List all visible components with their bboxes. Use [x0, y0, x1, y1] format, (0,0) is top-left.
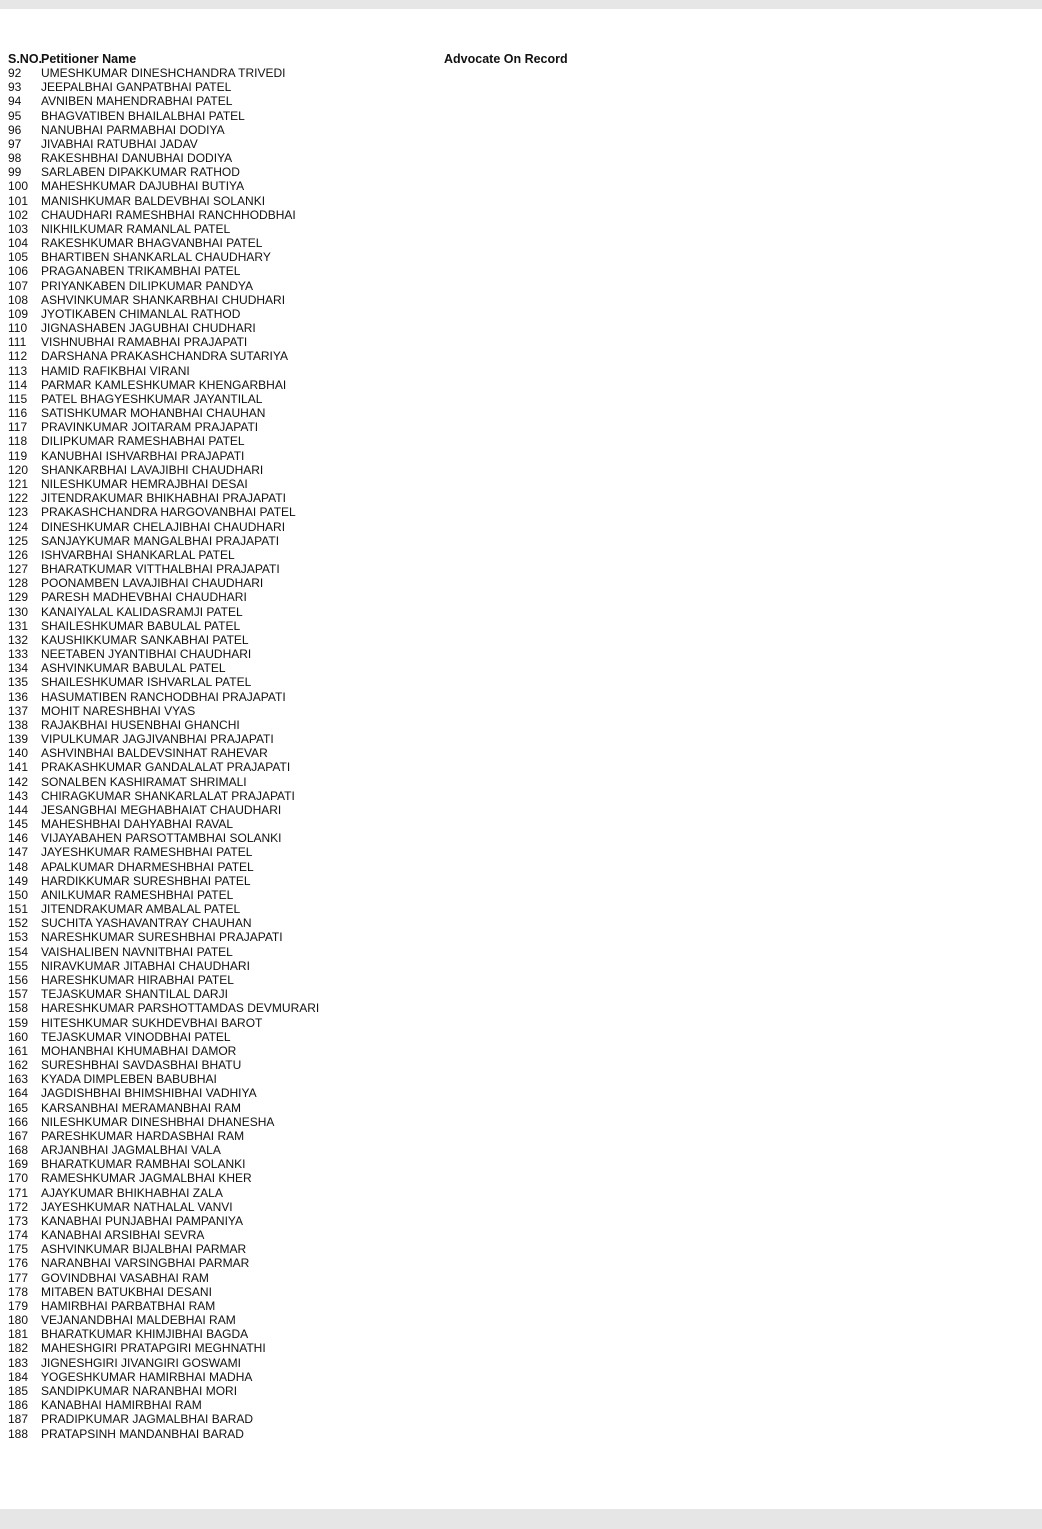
table-row — [8, 151, 608, 165]
row-petitioner-name: JEEPALBHAI GANPATBHAI PATEL — [41, 80, 232, 95]
row-sno: 110 — [8, 321, 28, 336]
row-petitioner-name: HARESHKUMAR PARSHOTTAMDAS DEVMURARI — [41, 1001, 320, 1016]
row-petitioner-name: BHARATKUMAR KHIMJIBHAI BAGDA — [41, 1327, 249, 1342]
table-row — [8, 1299, 608, 1313]
row-petitioner-name: JAYESHKUMAR RAMESHBHAI PATEL — [41, 845, 253, 860]
row-petitioner-name: PARMAR KAMLESHKUMAR KHENGARBHAI — [41, 377, 287, 392]
table-row — [8, 1016, 608, 1030]
row-petitioner-name: POONAMBEN LAVAJIBHAI CHAUDHARI — [41, 576, 264, 591]
row-petitioner-name: KYADA DIMPLEBEN BABUBHAI — [41, 1072, 217, 1087]
row-sno: 166 — [8, 1114, 29, 1129]
row-sno: 127 — [8, 562, 29, 577]
row-sno: 188 — [8, 1426, 29, 1441]
row-sno: 157 — [8, 987, 29, 1002]
row-sno: 137 — [8, 703, 29, 718]
row-sno: 185 — [8, 1383, 29, 1398]
row-sno: 132 — [8, 632, 29, 647]
row-sno: 181 — [8, 1327, 29, 1342]
row-sno: 130 — [8, 604, 29, 619]
row-petitioner-name: SUCHITA YASHAVANTRAY CHAUHAN — [41, 916, 252, 931]
row-sno: 95 — [8, 108, 22, 123]
row-sno: 149 — [8, 873, 29, 888]
row-sno: 136 — [8, 689, 29, 704]
row-sno: 140 — [8, 746, 29, 761]
row-petitioner-name: SURESHBHAI SAVDASBHAI BHATU — [41, 1058, 242, 1073]
table-row — [8, 760, 608, 774]
row-petitioner-name: VISHNUBHAI RAMABHAI PRAJAPATI — [41, 335, 248, 350]
table-row — [8, 562, 608, 576]
row-sno: 169 — [8, 1157, 29, 1172]
row-sno: 139 — [8, 732, 29, 747]
table-header — [8, 52, 1008, 66]
row-petitioner-name: ISHVARBHAI SHANKARLAL PATEL — [41, 547, 235, 562]
row-sno: 187 — [8, 1412, 29, 1427]
table-row — [8, 1427, 608, 1441]
table-row — [8, 208, 608, 222]
row-sno: 116 — [8, 406, 28, 421]
row-petitioner-name: MOHANBHAI KHUMABHAI DAMOR — [41, 1043, 237, 1058]
row-petitioner-name: SHANKARBHAI LAVAJIBHI CHAUDHARI — [41, 462, 264, 477]
row-petitioner-name: HARESHKUMAR HIRABHAI PATEL — [41, 973, 234, 987]
table-row — [8, 194, 608, 208]
row-petitioner-name: DINESHKUMAR CHELAJIBHAI CHAUDHARI — [41, 519, 286, 534]
row-petitioner-name: RAKESHBHAI DANUBHAI DODIYA — [41, 151, 233, 166]
table-row — [8, 576, 608, 590]
row-sno: 105 — [8, 250, 29, 265]
row-sno: 147 — [8, 845, 29, 860]
row-sno: 182 — [8, 1341, 29, 1356]
row-petitioner-name: SATISHKUMAR MOHANBHAI CHAUHAN — [41, 406, 266, 421]
row-petitioner-name: KANABHAI HAMIRBHAI RAM — [41, 1398, 202, 1413]
row-petitioner-name: HAMID RAFIKBHAI VIRANI — [41, 363, 190, 378]
table-row — [8, 279, 608, 293]
table-row — [8, 1157, 608, 1171]
row-sno: 183 — [8, 1355, 29, 1370]
table-row — [8, 80, 608, 94]
table-row — [8, 1384, 608, 1398]
table-row — [8, 66, 608, 80]
row-sno: 111 — [8, 335, 27, 350]
row-petitioner-name: JIGNASHABEN JAGUBHAI CHUDHARI — [41, 321, 256, 336]
row-petitioner-name: PRAGANABEN TRIKAMBHAI PATEL — [41, 264, 241, 279]
row-sno: 172 — [8, 1199, 29, 1214]
row-sno: 154 — [8, 944, 29, 959]
table-row — [8, 590, 608, 604]
table-row — [8, 1228, 608, 1242]
row-petitioner-name: ASHVINBHAI BALDEVSINHAT RAHEVAR — [41, 746, 268, 761]
row-sno: 142 — [8, 774, 29, 789]
table-row — [8, 321, 608, 335]
header-sno: S.NO. — [8, 52, 43, 66]
row-petitioner-name: NIRAVKUMAR JITABHAI CHAUDHARI — [41, 958, 250, 973]
row-sno: 162 — [8, 1058, 29, 1073]
row-petitioner-name: SANDIPKUMAR NARANBHAI MORI — [41, 1383, 238, 1398]
row-petitioner-name: PRAVINKUMAR JOITARAM PRAJAPATI — [41, 420, 259, 435]
table-row — [8, 1356, 608, 1370]
table-row — [8, 137, 608, 151]
table-row — [8, 1072, 608, 1086]
row-sno: 98 — [8, 151, 22, 166]
row-petitioner-name: NILESHKUMAR DINESHBHAI DHANESHA — [41, 1114, 275, 1129]
table-row — [8, 661, 608, 675]
row-sno: 186 — [8, 1398, 29, 1413]
row-petitioner-name: HASUMATIBEN RANCHODBHAI PRAJAPATI — [41, 689, 286, 704]
row-petitioner-name: BHARATKUMAR RAMBHAI SOLANKI — [41, 1157, 246, 1172]
header-advocate-on-record: Advocate On Record — [444, 52, 568, 66]
row-sno: 177 — [8, 1270, 29, 1285]
row-sno: 115 — [8, 391, 28, 406]
table-row — [8, 817, 608, 831]
table-row — [8, 505, 608, 519]
row-sno: 123 — [8, 505, 29, 520]
table-row — [8, 888, 608, 902]
row-sno: 121 — [8, 476, 29, 491]
table-row — [8, 123, 608, 137]
row-sno: 138 — [8, 717, 29, 732]
row-sno: 102 — [8, 207, 29, 222]
row-petitioner-name: JIGNESHGIRI JIVANGIRI GOSWAMI — [41, 1355, 242, 1370]
row-petitioner-name: NARANBHAI VARSINGBHAI PARMAR — [41, 1256, 250, 1271]
row-petitioner-name: HARDIKKUMAR SURESHBHAI PATEL — [41, 873, 251, 888]
row-sno: 106 — [8, 264, 29, 279]
row-sno: 113 — [8, 363, 28, 378]
table-row — [8, 803, 608, 817]
row-petitioner-name: PARESH MADHEVBHAI CHAUDHARI — [41, 590, 247, 605]
row-petitioner-name: MAHESHKUMAR DAJUBHAI BUTIYA — [41, 179, 245, 194]
row-sno: 117 — [8, 420, 28, 435]
row-petitioner-name: PRAKASHKUMAR GANDALALAT PRAJAPATI — [41, 760, 291, 775]
row-sno: 171 — [8, 1185, 29, 1200]
row-petitioner-name: AJAYKUMAR BHIKHABHAI ZALA — [41, 1185, 223, 1200]
row-petitioner-name: HITESHKUMAR SUKHDEVBHAI BAROT — [41, 1015, 263, 1030]
row-sno: 148 — [8, 859, 29, 874]
row-sno: 119 — [8, 448, 28, 463]
row-petitioner-name: NILESHKUMAR HEMRAJBHAI DESAI — [41, 476, 248, 491]
table-row — [8, 1001, 608, 1015]
header-petitioner-name: Petitioner Name — [41, 52, 137, 66]
row-sno: 184 — [8, 1369, 29, 1384]
row-petitioner-name: ASHVINKUMAR SHANKARBHAI CHUDHARI — [41, 292, 286, 307]
row-sno: 165 — [8, 1100, 29, 1115]
table-row — [8, 1058, 608, 1072]
table-row — [8, 1256, 608, 1270]
row-petitioner-name: NIKHILKUMAR RAMANLAL PATEL — [41, 221, 231, 236]
table-row — [8, 434, 608, 448]
row-sno: 156 — [8, 973, 29, 987]
table-row — [8, 1313, 608, 1327]
row-sno: 144 — [8, 802, 29, 817]
row-petitioner-name: MANISHKUMAR BALDEVBHAI SOLANKI — [41, 193, 266, 208]
row-sno: 158 — [8, 1001, 29, 1016]
row-sno: 126 — [8, 547, 29, 562]
row-sno: 152 — [8, 916, 29, 931]
row-petitioner-name: SHAILESHKUMAR ISHVARLAL PATEL — [41, 675, 252, 690]
table-row — [8, 987, 608, 1001]
table-row — [8, 718, 608, 732]
row-petitioner-name: UMESHKUMAR DINESHCHANDRA TRIVEDI — [41, 66, 286, 80]
row-petitioner-name: ARJANBHAI JAGMALBHAI VALA — [41, 1143, 221, 1158]
table-row — [8, 364, 608, 378]
viewer-bottom-strip — [0, 1509, 1042, 1529]
row-petitioner-name: PRATAPSINH MANDANBHAI BARAD — [41, 1426, 244, 1441]
row-sno: 100 — [8, 179, 29, 194]
table-row — [8, 902, 608, 916]
table-row — [8, 647, 608, 661]
petitioner-list — [8, 66, 608, 1441]
row-petitioner-name: NANUBHAI PARMABHAI DODIYA — [41, 122, 225, 137]
row-petitioner-name: RAMESHKUMAR JAGMALBHAI KHER — [41, 1171, 252, 1186]
table-row — [8, 704, 608, 718]
table-row — [8, 675, 608, 689]
table-row — [8, 250, 608, 264]
row-sno: 99 — [8, 165, 22, 180]
row-sno: 108 — [8, 292, 29, 307]
row-sno: 159 — [8, 1015, 29, 1030]
row-petitioner-name: BHARATKUMAR VITTHALBHAI PRAJAPATI — [41, 562, 280, 577]
row-sno: 161 — [8, 1043, 29, 1058]
table-row — [8, 520, 608, 534]
table-row — [8, 633, 608, 647]
row-petitioner-name: KANAIYALAL KALIDASRAMJI PATEL — [41, 604, 243, 619]
row-petitioner-name: BHARTIBEN SHANKARLAL CHAUDHARY — [41, 250, 271, 265]
table-row — [8, 378, 608, 392]
row-petitioner-name: JYOTIKABEN CHIMANLAL RATHOD — [41, 306, 241, 321]
row-petitioner-name: JAYESHKUMAR NATHALAL VANVI — [41, 1199, 233, 1214]
row-sno: 94 — [8, 94, 22, 109]
table-row — [8, 1200, 608, 1214]
row-petitioner-name: MOHIT NARESHBHAI VYAS — [41, 703, 196, 718]
row-petitioner-name: VIPULKUMAR JAGJIVANBHAI PRAJAPATI — [41, 732, 274, 747]
row-petitioner-name: KANUBHAI ISHVARBHAI PRAJAPATI — [41, 448, 245, 463]
table-row — [8, 109, 608, 123]
table-row — [8, 1285, 608, 1299]
row-petitioner-name: JITENDRAKUMAR AMBALAL PATEL — [41, 902, 241, 917]
row-sno: 167 — [8, 1128, 29, 1143]
row-sno: 97 — [8, 136, 22, 151]
row-petitioner-name: RAJAKBHAI HUSENBHAI GHANCHI — [41, 717, 240, 732]
row-petitioner-name: KANABHAI PUNJABHAI PAMPANIYA — [41, 1213, 244, 1228]
table-row — [8, 1370, 608, 1384]
row-petitioner-name: ANILKUMAR RAMESHBHAI PATEL — [41, 887, 234, 902]
table-row — [8, 335, 608, 349]
row-petitioner-name: PARESHKUMAR HARDASBHAI RAM — [41, 1128, 245, 1143]
table-row — [8, 293, 608, 307]
row-petitioner-name: PATEL BHAGYESHKUMAR JAYANTILAL — [41, 391, 263, 406]
table-row — [8, 1398, 608, 1412]
row-sno: 146 — [8, 831, 29, 846]
row-petitioner-name: RAKESHKUMAR BHAGVANBHAI PATEL — [41, 236, 263, 251]
table-row — [8, 1044, 608, 1058]
row-sno: 150 — [8, 887, 29, 902]
row-sno: 122 — [8, 491, 29, 506]
row-sno: 96 — [8, 122, 22, 137]
row-petitioner-name: MAHESHBHAI DAHYABHAI RAVAL — [41, 817, 234, 832]
row-petitioner-name: APALKUMAR DHARMESHBHAI PATEL — [41, 859, 254, 874]
row-sno: 160 — [8, 1029, 29, 1044]
table-row — [8, 930, 608, 944]
table-row — [8, 1115, 608, 1129]
row-petitioner-name: PRADIPKUMAR JAGMALBHAI BARAD — [41, 1412, 254, 1427]
row-sno: 175 — [8, 1242, 29, 1257]
row-petitioner-name: GOVINDBHAI VASABHAI RAM — [41, 1270, 209, 1285]
row-sno: 114 — [8, 377, 28, 392]
table-row — [8, 420, 608, 434]
table-row — [8, 959, 608, 973]
table-row — [8, 945, 608, 959]
row-petitioner-name: NARESHKUMAR SURESHBHAI PRAJAPATI — [41, 930, 283, 945]
row-sno: 176 — [8, 1256, 29, 1271]
row-petitioner-name: TEJASKUMAR SHANTILAL DARJI — [41, 987, 228, 1002]
table-row — [8, 94, 608, 108]
table-row — [8, 1327, 608, 1341]
table-row — [8, 619, 608, 633]
row-petitioner-name: HAMIRBHAI PARBATBHAI RAM — [41, 1298, 216, 1313]
row-petitioner-name: ASHVINKUMAR BIJALBHAI PARMAR — [41, 1242, 247, 1257]
row-sno: 174 — [8, 1228, 29, 1243]
table-row — [8, 874, 608, 888]
table-row — [8, 860, 608, 874]
table-row — [8, 1271, 608, 1285]
table-row — [8, 534, 608, 548]
table-row — [8, 1186, 608, 1200]
row-petitioner-name: VAISHALIBEN NAVNITBHAI PATEL — [41, 944, 233, 959]
viewer-top-strip — [0, 0, 1042, 9]
row-petitioner-name: ASHVINKUMAR BABULAL PATEL — [41, 661, 226, 676]
table-row — [8, 1171, 608, 1185]
row-sno: 107 — [8, 278, 29, 293]
row-petitioner-name: SHAILESHKUMAR BABULAL PATEL — [41, 618, 241, 633]
row-sno: 125 — [8, 533, 29, 548]
table-row — [8, 491, 608, 505]
row-sno: 180 — [8, 1313, 29, 1328]
table-row — [8, 845, 608, 859]
row-sno: 131 — [8, 618, 29, 633]
table-row — [8, 916, 608, 930]
row-sno: 103 — [8, 221, 29, 236]
row-sno: 178 — [8, 1284, 29, 1299]
row-petitioner-name: MITABEN BATUKBHAI DESANI — [41, 1284, 212, 1299]
table-row — [8, 236, 608, 250]
row-sno: 128 — [8, 576, 29, 591]
row-petitioner-name: KANABHAI ARSIBHAI SEVRA — [41, 1228, 205, 1243]
row-sno: 118 — [8, 434, 28, 449]
row-sno: 101 — [8, 193, 29, 208]
table-row — [8, 1030, 608, 1044]
table-row — [8, 307, 608, 321]
table-row — [8, 973, 608, 987]
row-sno: 143 — [8, 788, 29, 803]
row-petitioner-name: VIJAYABAHEN PARSOTTAMBHAI SOLANKI — [41, 831, 282, 846]
table-row — [8, 179, 608, 193]
table-row — [8, 732, 608, 746]
row-sno: 179 — [8, 1298, 29, 1313]
row-sno: 153 — [8, 930, 29, 945]
table-row — [8, 222, 608, 236]
row-petitioner-name: AVNIBEN MAHENDRABHAI PATEL — [41, 94, 233, 109]
row-petitioner-name: PRAKASHCHANDRA HARGOVANBHAI PATEL — [41, 505, 296, 520]
table-row — [8, 1143, 608, 1157]
table-row — [8, 605, 608, 619]
row-sno: 112 — [8, 349, 28, 364]
table-row — [8, 690, 608, 704]
row-petitioner-name: KAUSHIKKUMAR SANKABHAI PATEL — [41, 632, 249, 647]
row-sno: 109 — [8, 306, 29, 321]
row-petitioner-name: JITENDRAKUMAR BHIKHABHAI PRAJAPATI — [41, 491, 286, 506]
row-petitioner-name: JESANGBHAI MEGHABHAIAT CHAUDHARI — [41, 802, 282, 817]
table-row — [8, 548, 608, 562]
row-sno: 135 — [8, 675, 29, 690]
row-sno: 164 — [8, 1086, 29, 1101]
table-row — [8, 165, 608, 179]
row-sno: 133 — [8, 647, 29, 662]
table-row — [8, 449, 608, 463]
row-sno: 168 — [8, 1143, 29, 1158]
row-petitioner-name: SONALBEN KASHIRAMAT SHRIMALI — [41, 774, 247, 789]
row-petitioner-name: CHAUDHARI RAMESHBHAI RANCHHODBHAI — [41, 207, 296, 222]
row-petitioner-name: SARLABEN DIPAKKUMAR RATHOD — [41, 165, 240, 180]
row-petitioner-name: DARSHANA PRAKASHCHANDRA SUTARIYA — [41, 349, 288, 364]
row-petitioner-name: JIVABHAI RATUBHAI JADAV — [41, 136, 198, 151]
table-row — [8, 1214, 608, 1228]
row-sno: 134 — [8, 661, 29, 676]
table-row — [8, 1129, 608, 1143]
table-row — [8, 1412, 608, 1426]
table-row — [8, 477, 608, 491]
row-petitioner-name: NEETABEN JYANTIBHAI CHAUDHARI — [41, 647, 252, 662]
table-row — [8, 1341, 608, 1355]
table-row — [8, 831, 608, 845]
table-row — [8, 264, 608, 278]
table-row — [8, 1242, 608, 1256]
table-row — [8, 789, 608, 803]
row-petitioner-name: CHIRAGKUMAR SHANKARLALAT PRAJAPATI — [41, 788, 295, 803]
row-sno: 124 — [8, 519, 29, 534]
row-petitioner-name: PRIYANKABEN DILIPKUMAR PANDYA — [41, 278, 254, 293]
row-sno: 151 — [8, 902, 29, 917]
row-sno: 155 — [8, 958, 29, 973]
row-petitioner-name: KARSANBHAI MERAMANBHAI RAM — [41, 1100, 242, 1115]
row-petitioner-name: MAHESHGIRI PRATAPGIRI MEGHNATHI — [41, 1341, 266, 1356]
row-sno: 93 — [8, 80, 22, 95]
table-row — [8, 349, 608, 363]
row-sno: 120 — [8, 462, 29, 477]
row-petitioner-name: TEJASKUMAR VINODBHAI PATEL — [41, 1029, 231, 1044]
table-row — [8, 406, 608, 420]
row-sno: 129 — [8, 590, 29, 605]
row-petitioner-name: JAGDISHBHAI BHIMSHIBHAI VADHIYA — [41, 1086, 257, 1101]
row-sno: 141 — [8, 760, 29, 775]
table-row — [8, 775, 608, 789]
row-sno: 173 — [8, 1213, 29, 1228]
row-petitioner-name: DILIPKUMAR RAMESHABHAI PATEL — [41, 434, 245, 449]
row-sno: 104 — [8, 236, 29, 251]
table-row — [8, 1101, 608, 1115]
row-petitioner-name: YOGESHKUMAR HAMIRBHAI MADHA — [41, 1369, 253, 1384]
table-row — [8, 392, 608, 406]
row-petitioner-name: SANJAYKUMAR MANGALBHAI PRAJAPATI — [41, 533, 280, 548]
table-row — [8, 746, 608, 760]
row-petitioner-name: BHAGVATIBEN BHAILALBHAI PATEL — [41, 108, 245, 123]
row-sno: 170 — [8, 1171, 29, 1186]
table-row — [8, 1086, 608, 1100]
row-petitioner-name: VEJANANDBHAI MALDEBHAI RAM — [41, 1313, 236, 1328]
row-sno: 92 — [8, 66, 22, 80]
row-sno: 163 — [8, 1072, 29, 1087]
row-sno: 145 — [8, 817, 29, 832]
table-row — [8, 463, 608, 477]
